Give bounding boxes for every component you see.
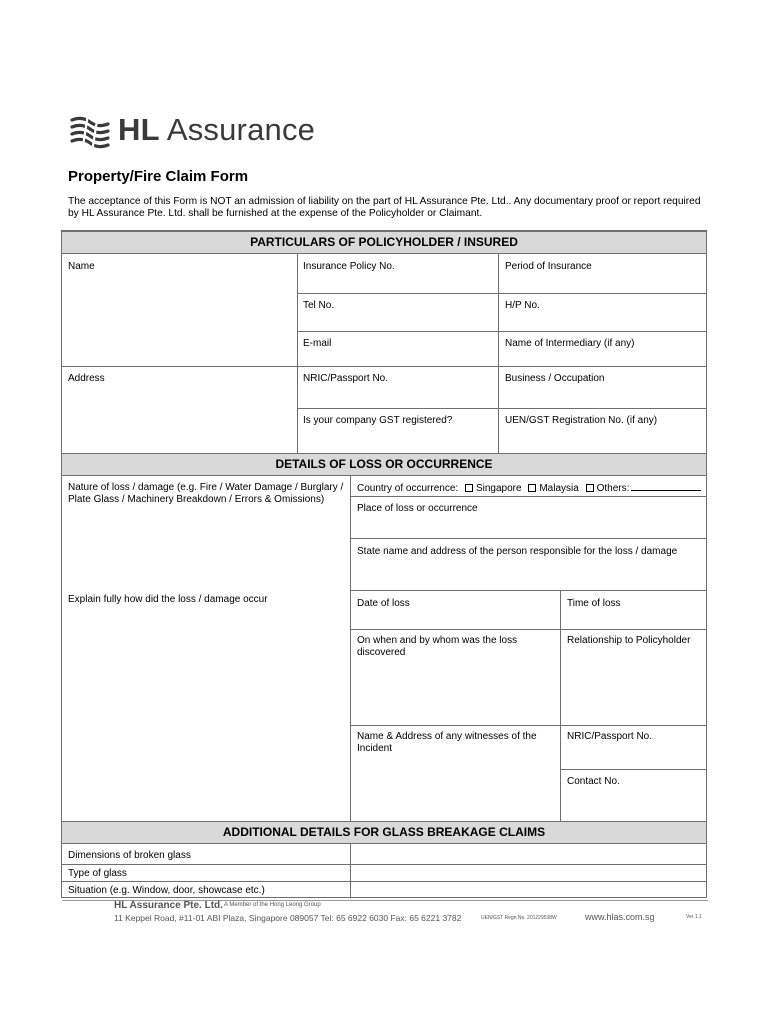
- address-field[interactable]: Address: [68, 373, 105, 384]
- witness-nric-field[interactable]: NRIC/Passport No.: [567, 731, 653, 742]
- policy-no-field[interactable]: Insurance Policy No.: [303, 261, 395, 272]
- logo: [68, 110, 114, 156]
- others-checkbox[interactable]: [586, 484, 594, 492]
- hp-field[interactable]: H/P No.: [505, 300, 540, 311]
- others-option: Others:: [596, 483, 630, 494]
- intro-text: The acceptance of this Form is NOT an admission of liability on the part of HL Assurance Pte. Ltd.. Any documentary proof or report required by HL Assurance Pte. Ltd. shall be furnished at the expense of the Policyholder or Claimant.: [68, 196, 701, 220]
- responsible-person-field[interactable]: State name and address of the person responsible for the loss / damage: [357, 546, 678, 557]
- malaysia-option: Malaysia: [539, 483, 579, 494]
- footer-version: Ver 1.1: [686, 914, 702, 920]
- uen-field[interactable]: UEN/GST Registration No. (if any): [505, 415, 658, 426]
- singapore-checkbox[interactable]: [465, 484, 473, 492]
- divider: [62, 881, 707, 882]
- divider: [297, 254, 298, 453]
- section-header-loss: DETAILS OF LOSS OR OCCURRENCE: [62, 453, 706, 476]
- discovered-field[interactable]: On when and by whom was the loss discovered: [357, 635, 518, 658]
- section-header-policyholder: PARTICULARS OF POLICYHOLDER / INSURED: [62, 231, 706, 254]
- logo-wordmark: HL Assurance: [118, 112, 316, 147]
- divider: [350, 538, 707, 539]
- tel-field[interactable]: Tel No.: [303, 300, 335, 311]
- divider: [560, 590, 561, 821]
- section-header-glass: ADDITIONAL DETAILS FOR GLASS BREAKAGE CLAIMS: [62, 821, 706, 844]
- nric-field[interactable]: NRIC/Passport No.: [303, 373, 389, 384]
- divider: [498, 254, 499, 453]
- hl-logo-icon: [68, 110, 114, 156]
- business-field[interactable]: Business / Occupation: [505, 373, 605, 384]
- singapore-option: Singapore: [475, 483, 522, 494]
- page-title: Property/Fire Claim Form: [68, 168, 249, 185]
- relationship-field[interactable]: Relationship to Policyholder: [567, 635, 691, 646]
- divider: [350, 476, 351, 821]
- divider: [62, 864, 707, 865]
- contact-no-field[interactable]: Contact No.: [567, 776, 620, 787]
- place-of-loss-field[interactable]: Place of loss or occurrence: [357, 503, 478, 514]
- nature-of-loss-field[interactable]: Nature of loss / damage (e.g. Fire / Water Damage / Burglary / Plate Glass / Machinery Breakdown / Errors & Omissions): [68, 482, 344, 505]
- witnesses-field[interactable]: Name & Address of any witnesses of the Incident: [357, 731, 537, 754]
- period-field[interactable]: Period of Insurance: [505, 261, 592, 272]
- divider: [62, 366, 707, 367]
- others-blank[interactable]: [631, 482, 701, 491]
- divider: [350, 844, 351, 898]
- intermediary-field[interactable]: Name of Intermediary (if any): [505, 338, 635, 349]
- divider: [297, 331, 707, 332]
- glass-situation-field[interactable]: Situation (e.g. Window, door, showcase etc.): [68, 885, 265, 896]
- country-label: Country of occurrence:: [357, 483, 459, 494]
- footer-address: 11 Keppel Road, #11-01 ABI Plaza, Singapore 089057 Tel: 65 6922 6030 Fax: 65 6221 3782: [114, 913, 462, 923]
- explain-loss-field[interactable]: Explain fully how did the loss / damage occur: [68, 594, 268, 605]
- email-field[interactable]: E-mail: [303, 338, 332, 349]
- footer-member: A Member of the Hong Leong Group: [224, 902, 321, 908]
- glass-type-field[interactable]: Type of glass: [68, 868, 127, 879]
- malaysia-checkbox[interactable]: [528, 484, 536, 492]
- divider: [297, 293, 707, 294]
- gst-question-field[interactable]: Is your company GST registered?: [303, 415, 453, 426]
- glass-dimensions-field[interactable]: Dimensions of broken glass: [68, 850, 191, 861]
- divider: [350, 629, 707, 630]
- footer-uen: UEN/GST Regn No. 201229538W: [481, 915, 557, 921]
- footer-website: www.hlas.com.sg: [585, 912, 655, 922]
- divider: [350, 496, 707, 497]
- divider: [560, 769, 707, 770]
- divider: [350, 590, 707, 591]
- country-of-occurrence: [357, 482, 701, 495]
- divider: [297, 408, 707, 409]
- name-field[interactable]: Name: [68, 261, 95, 272]
- time-of-loss-field[interactable]: Time of loss: [567, 598, 621, 609]
- date-of-loss-field[interactable]: Date of loss: [357, 598, 410, 609]
- footer-company: HL Assurance Pte. Ltd.: [114, 900, 223, 911]
- divider: [350, 725, 707, 726]
